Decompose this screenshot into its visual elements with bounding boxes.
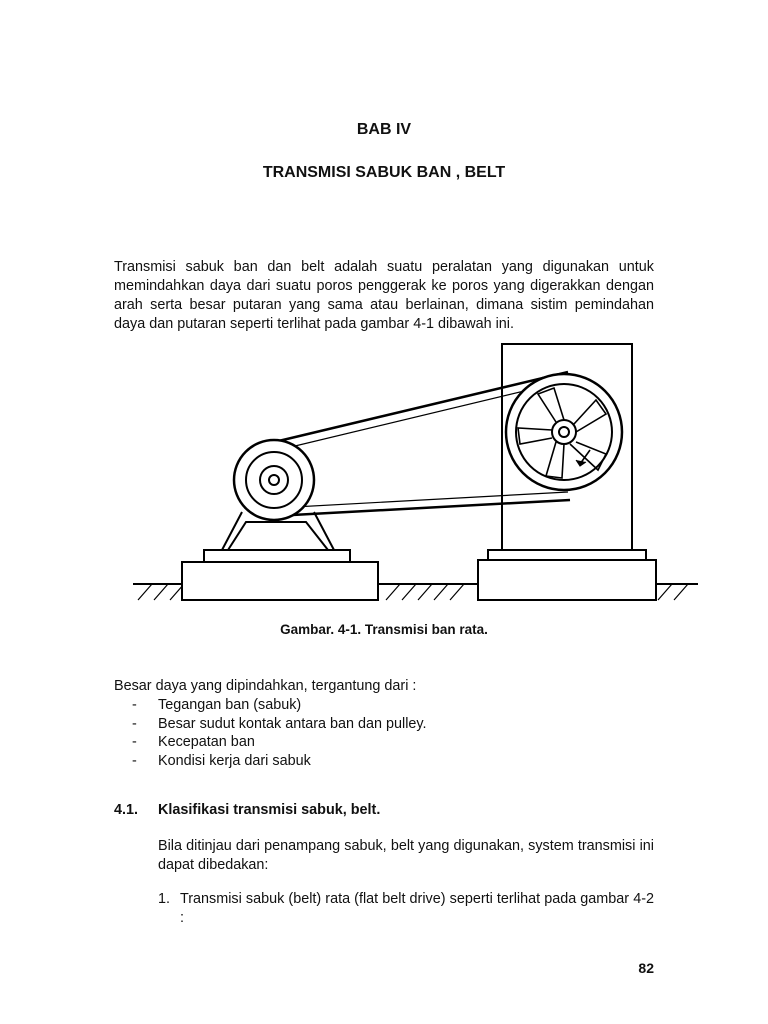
belt-drive-figure (118, 332, 708, 612)
section-paragraph: Bila ditinjau dari penampang sabuk, belt yang digunakan, system transmisi ini dapat dibedakan: (158, 838, 654, 873)
driven-pulley (506, 374, 622, 490)
motor-base (204, 550, 350, 562)
chapter-title: TRANSMISI SABUK BAN , BELT (262, 164, 506, 181)
list-item (132, 752, 427, 771)
item-number: 1. (158, 891, 171, 907)
list-item-text: Tegangan ban (sabuk) (158, 697, 302, 713)
chapter-heading: BAB IV (356, 121, 412, 138)
numbered-item-layout (158, 890, 654, 928)
list-item-text: Kondisi kerja dari sabuk (158, 752, 311, 769)
item-text: Transmisi sabuk (belt) rata (flat belt drive) seperti terlihat pada gambar 4-2 : (180, 891, 654, 926)
figure-caption: Gambar. 4-1. Transmisi ban rata. (280, 622, 488, 637)
list-item (132, 733, 427, 752)
list-bullet: - (132, 752, 137, 769)
right-foundation (478, 560, 656, 600)
list-item-text: Kecepatan ban (158, 734, 255, 750)
list-item (132, 715, 427, 734)
section-number: 4.1. (114, 802, 139, 818)
factors-list (132, 696, 427, 770)
factors-intro: Besar daya yang dipindahkan, tergantung dari : (114, 678, 417, 694)
left-foundation (182, 562, 378, 600)
intro-paragraph: Transmisi sabuk ban dan belt adalah suatu peralatan yang digunakan untuk memindahkan daya dari suatu poros penggerak ke poros yang digerakkan dengan arah serta besar putaran yang sama atau berlainan, dimana sistim pemindahan daya dan putaran seperti terlihat pada gambar 4-1 dibawah ini. (114, 259, 654, 332)
list-item (132, 696, 427, 715)
list-bullet: - (132, 715, 137, 732)
list-bullet: - (132, 734, 137, 750)
list-item-text: Besar sudut kontak antara ban dan pulley. (158, 715, 427, 732)
page-number: 82 (638, 960, 654, 976)
numbered-list-item (158, 890, 654, 928)
section-title: Klasifikasi transmisi sabuk, belt. (158, 802, 381, 818)
list-bullet: - (132, 697, 137, 713)
